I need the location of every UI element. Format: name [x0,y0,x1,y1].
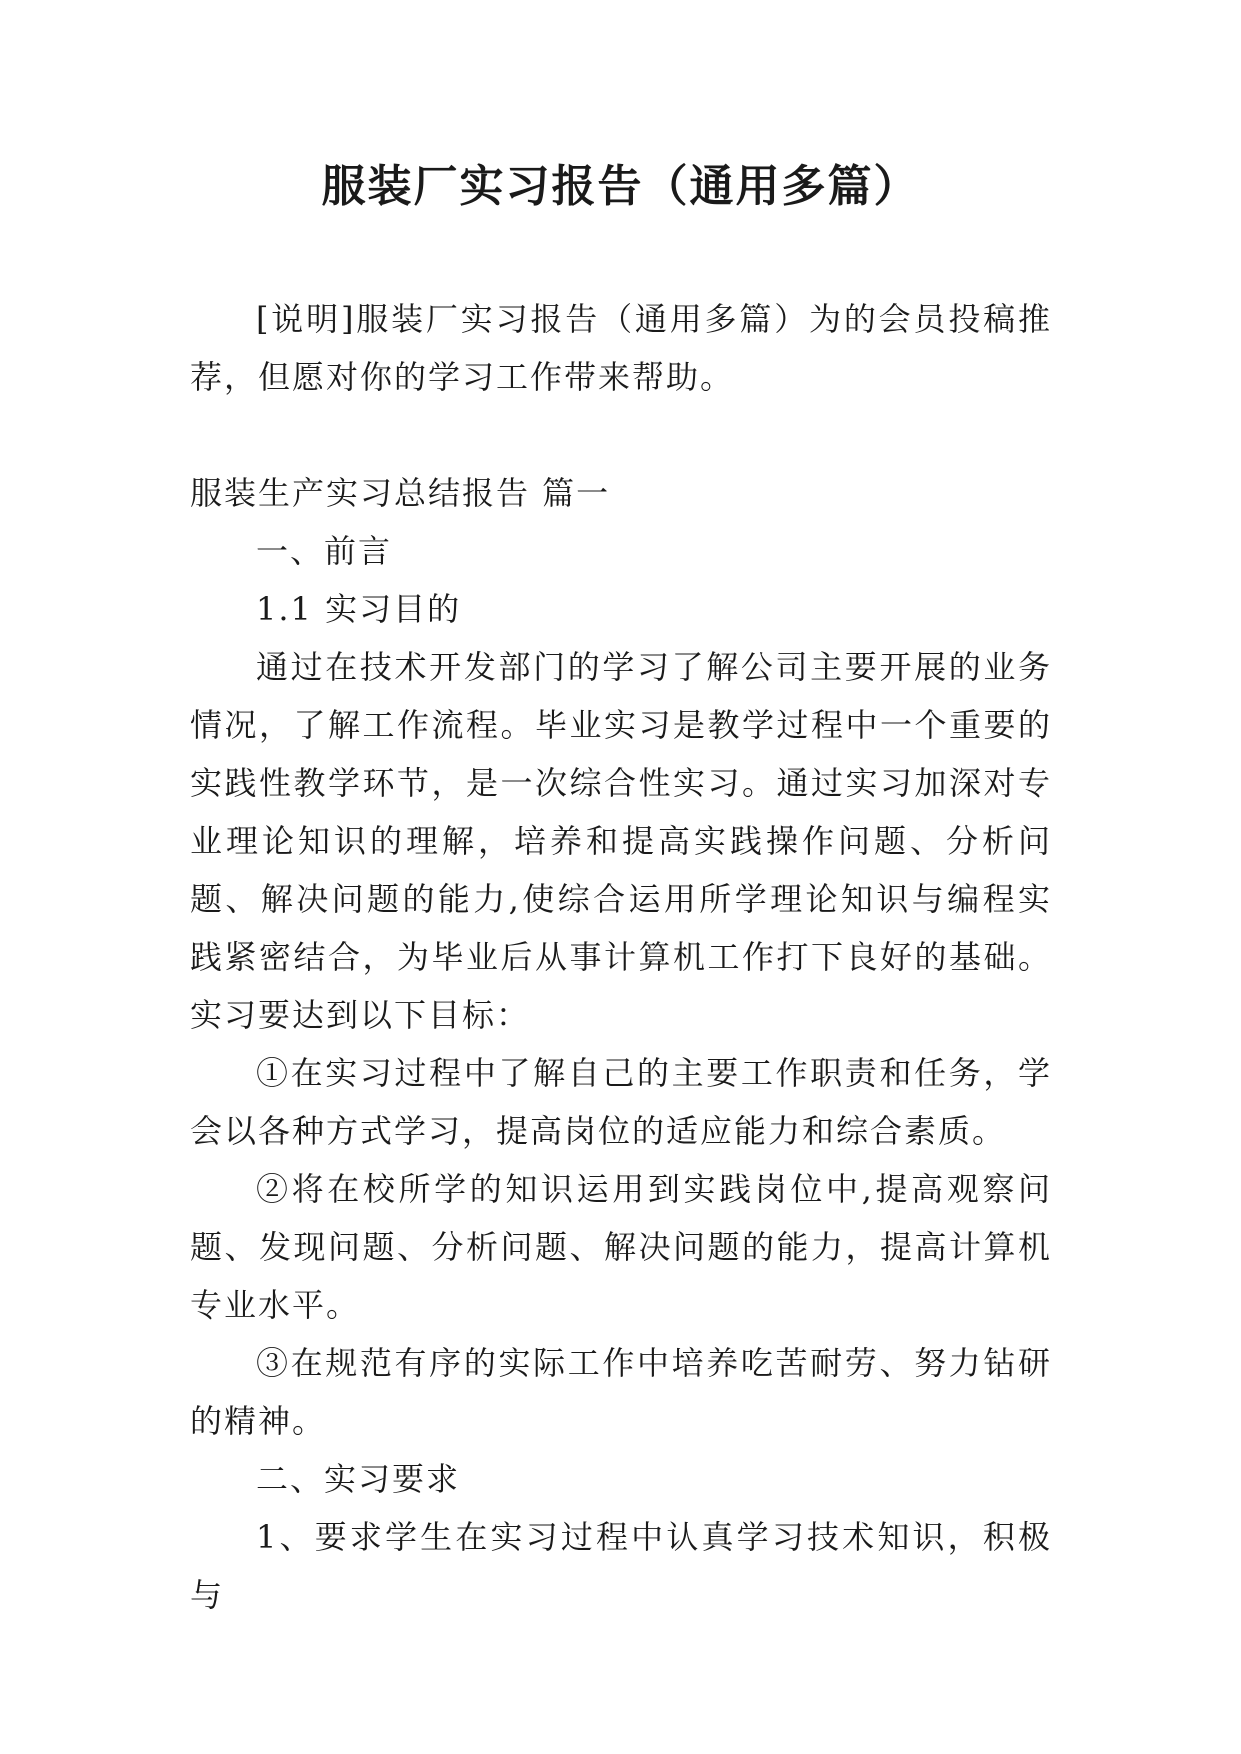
document-body [190,290,1052,1624]
goal-item-3: ③在规范有序的实际工作中培养吃苦耐劳、努力钻研的精神。 [190,1344,1052,1440]
goal-item-2: ②将在校所学的知识运用到实践岗位中,提高观察问题、发现问题、分析问题、解决问题的能力，提高计算机专业水平。 [190,1170,1052,1324]
heading-preface: 一、前言 [256,532,393,570]
paragraph-purpose: 通过在技术开发部门的学习了解公司主要开展的业务情况，了解工作流程。毕业实习是教学过程中一个重要的实践性教学环节，是一次综合性实习。通过实习加深对专业理论知识的理解，培养和提高实践操作问题、分析问题、解决问题的能力,使综合运用所学理论知识与编程实践紧密结合，为毕业后从事计算机工作打下良好的基础。实习要达到以下目标： [190,648,1052,1034]
heading-purpose: 1.1 实习目的 [256,590,462,628]
heading-requirements: 二、实习要求 [256,1460,461,1498]
document-title: 服装厂实习报告（通用多篇） [321,161,920,212]
intro-note: [说明]服装厂实习报告（通用多篇）为的会员投稿推荐，但愿对你的学习工作带来帮助。 [190,300,1052,396]
section-heading: 服装生产实习总结报告 篇一 [190,474,611,512]
goal-item-1: ①在实习过程中了解自己的主要工作职责和任务，学会以各种方式学习，提高岗位的适应能力和综合素质。 [190,1054,1052,1150]
requirement-item-1: 1、要求学生在实习过程中认真学习技术知识，积极与 [190,1518,1052,1614]
